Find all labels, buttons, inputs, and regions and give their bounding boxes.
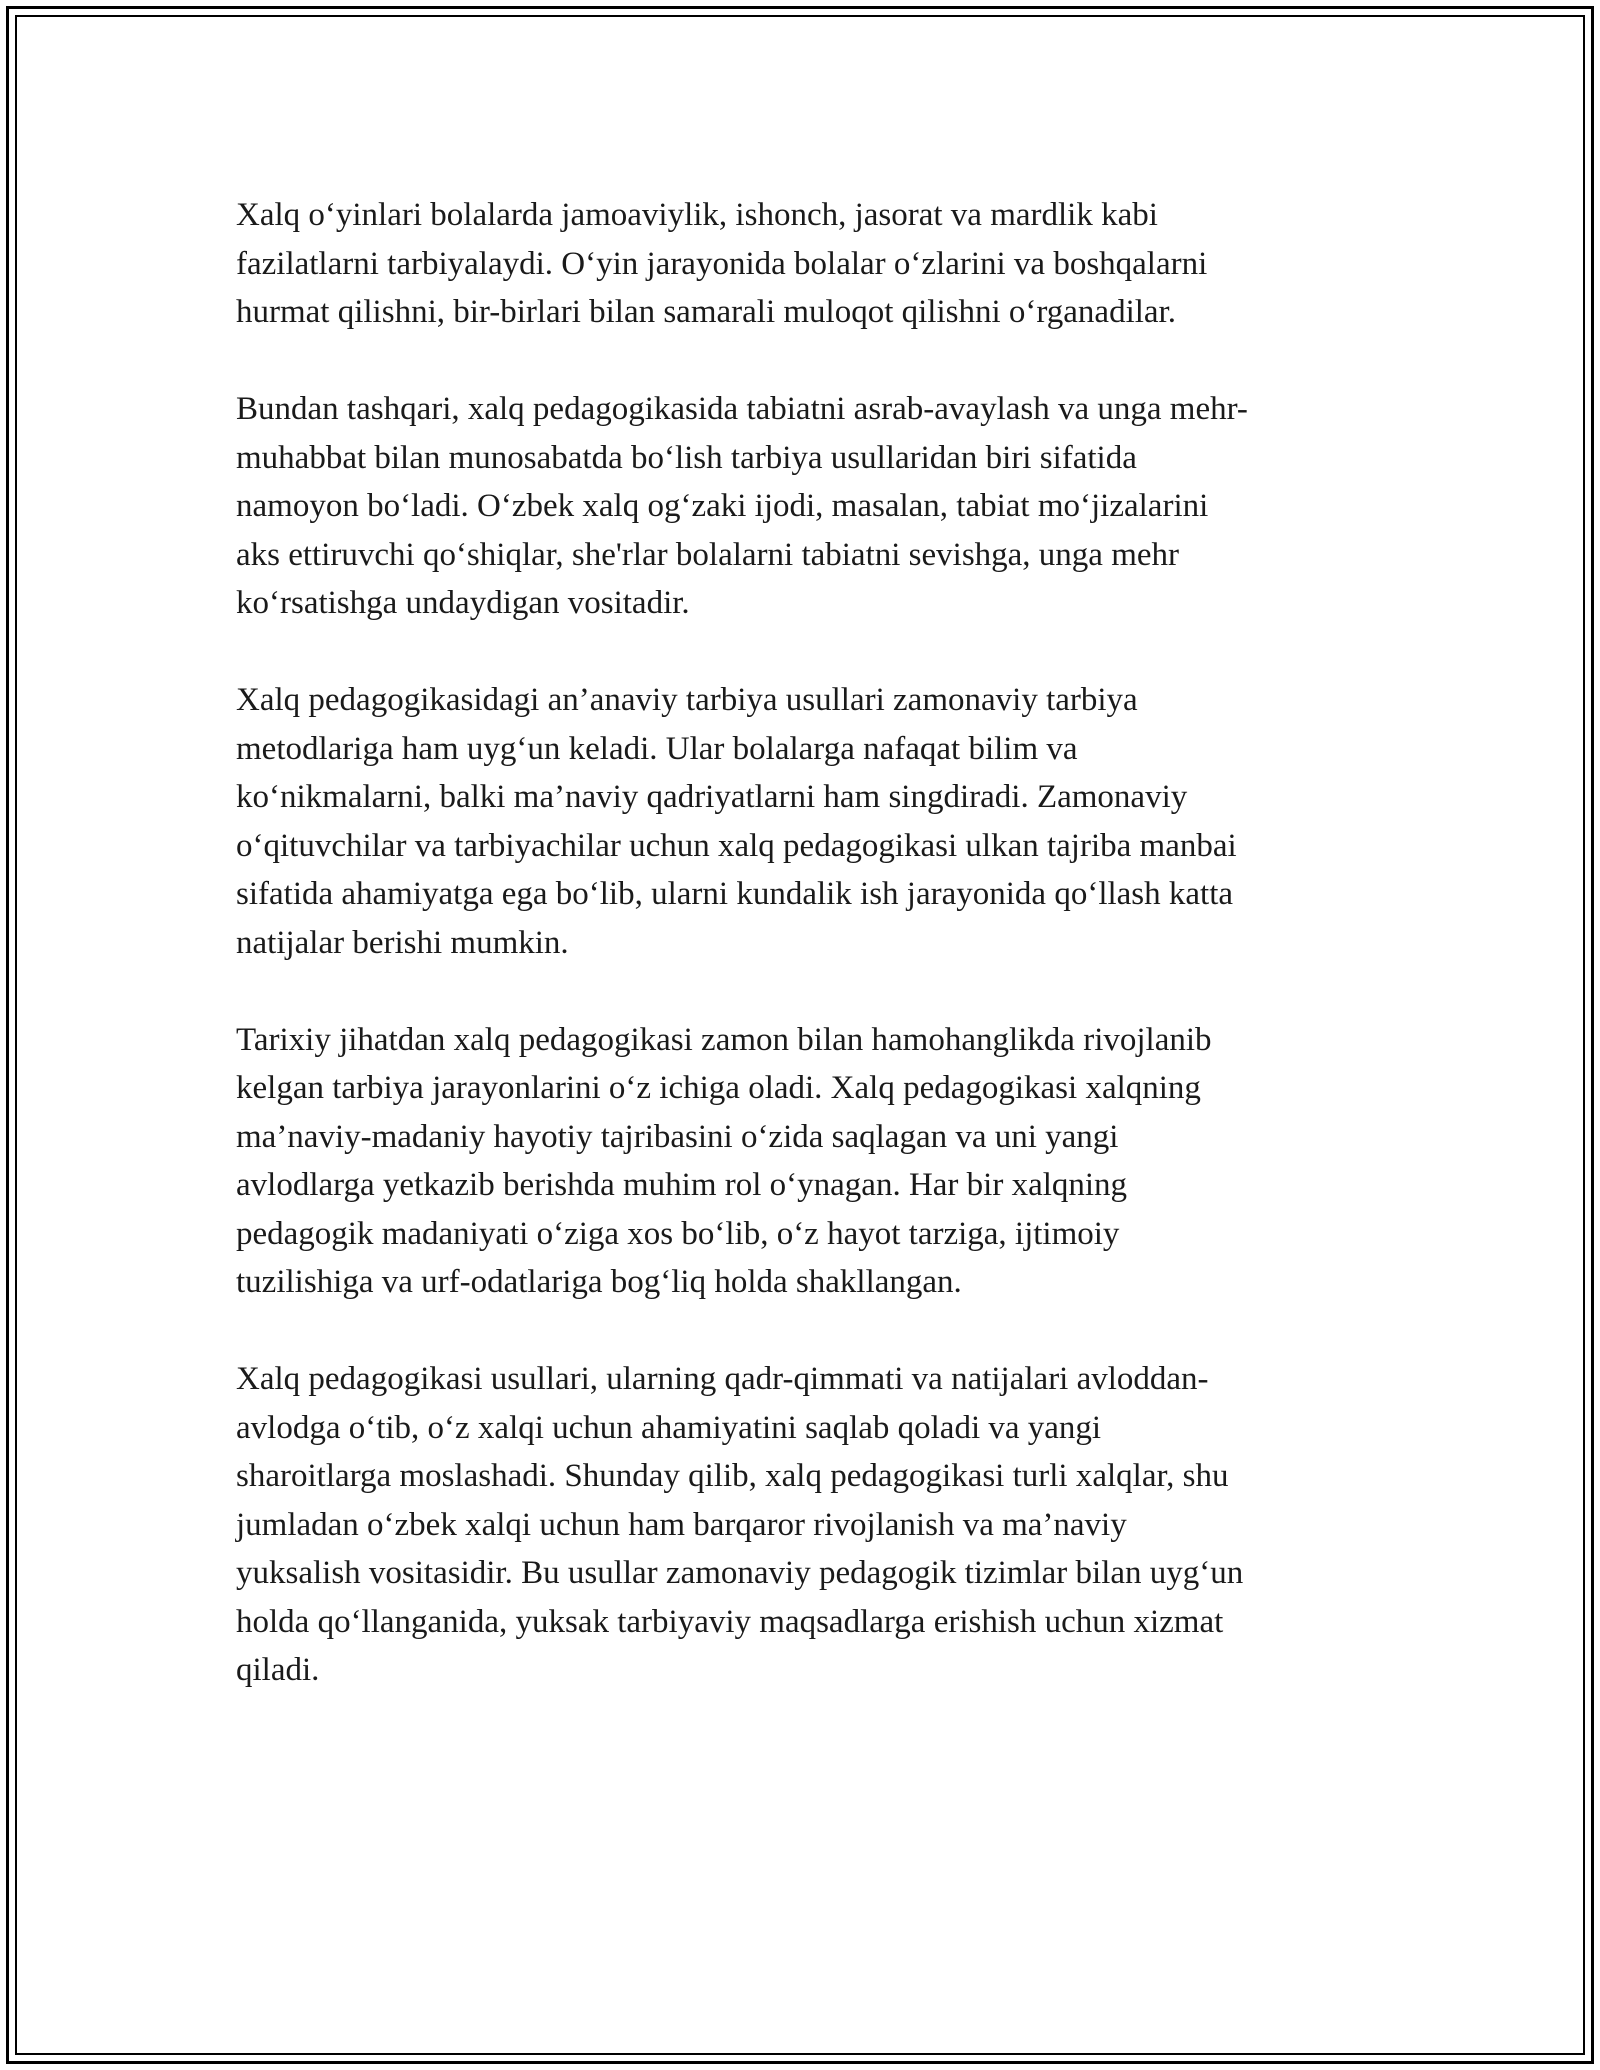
paragraph-nature-care: Bundan tashqari, xalq pedagogikasida tabiatni asrab-avaylash va unga mehr- muhabbat bilan munosabatda bo‘lish tarbiya usullaridan biri sifatida namoyon bo‘ladi. O‘zbek xalq og‘zaki ijodi, masalan, tabiat mo‘jizalarini aks ettiruvchi qo‘shiqlar, she'rlar bolalarni tabiatni sevishga, unga mehr ko‘rsatishga undaydigan vositadir. [236,391,1248,621]
paragraph-traditional-methods: Xalq pedagogikasidagi an’anaviy tarbiya usullari zamonaviy tarbiya metodlariga ham uyg‘un keladi. Ular bolalarga nafaqat bilim va ko‘nikmalarni, balki ma’naviy qadriyatlarni ham singdiradi. Zamonaviy o‘qituvchilar va tarbiyachilar uchun xalq pedagogikasi ulkan tajriba manbai sifatida ahamiyatga ega bo‘lib, ularni kundalik ish jarayonida qo‘llash katta natijalar berishi mumkin. [236,682,1237,961]
document-body [236,191,1366,1743]
paragraph-conclusion: Xalq pedagogikasi usullari, ularning qadr-qimmati va natijalari avloddan- avlodga o‘tib, o‘z xalqi uchun ahamiyatini saqlab qoladi va yangi sharoitlarga moslashadi. Shunday qilib, xalq pedagogikasi turli xalqlar, shu jumladan o‘zbek xalqi uchun ham barqaror rivojlanish va ma’naviy yuksalish vositasidir. Bu usullar zamonaviy pedagogik tizimlar bilan uyg‘un holda qo‘llanganida, yuksak tarbiyaviy maqsadlarga erishish uchun xizmat qiladi. [236,1361,1244,1688]
paragraph-folk-games: Xalq o‘yinlari bolalarda jamoaviylik, ishonch, jasorat va mardlik kabi fazilatlarni tarbiyalaydi. O‘yin jarayonida bolalar o‘zlarini va boshqalarni hurmat qilishni, bir-birlari bilan samarali muloqot qilishni o‘rganadilar. [236,197,1208,330]
paragraph-historical-development: Tarixiy jihatdan xalq pedagogikasi zamon bilan hamohanglikda rivojlanib kelgan tarbiya jarayonlarini o‘z ichiga oladi. Xalq pedagogikasi xalqning ma’naviy-madaniy hayotiy tajribasini o‘zida saqlagan va uni yangi avlodlarga yetkazib berishda muhim rol o‘ynagan. Har bir xalqning pedagogik madaniyati o‘ziga xos bo‘lib, o‘z hayot tarziga, ijtimoiy tuzilishiga va urf-odatlariga bog‘liq holda shakllangan. [236,1021,1212,1300]
